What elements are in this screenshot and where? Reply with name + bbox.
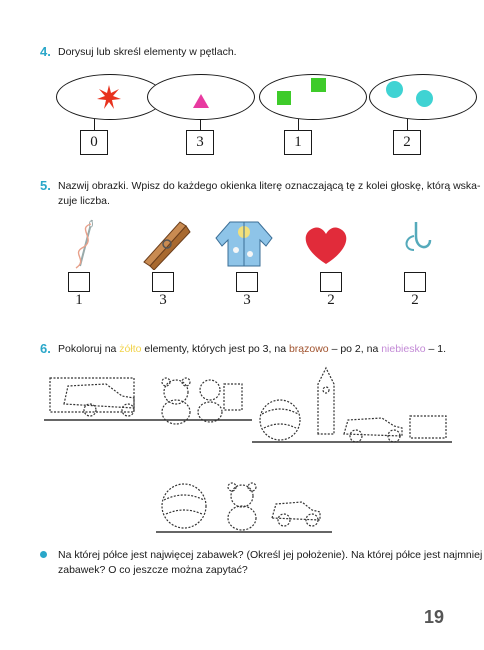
color-word-blue: niebiesko <box>381 343 426 355</box>
triangle-icon <box>192 93 210 109</box>
clothespin-icon <box>136 216 196 270</box>
exercise-4-number: 4. <box>40 44 51 59</box>
loop-3 <box>259 74 367 120</box>
instruction-text: – 1. <box>425 343 447 355</box>
needle-with-thread-icon <box>58 216 118 270</box>
instruction-text: – po 2, na <box>328 343 382 355</box>
color-word-yellow: żółto <box>119 343 142 355</box>
count-box-1: 0 <box>80 130 108 155</box>
circle-icon <box>416 90 433 107</box>
color-word-brown: brązowo <box>288 343 329 355</box>
toy-shelf-bottom[interactable] <box>156 474 332 540</box>
exercise-6-number: 6. <box>40 341 51 356</box>
answer-box-3[interactable] <box>236 272 258 292</box>
answer-box-5[interactable] <box>404 272 426 292</box>
answer-box-4[interactable] <box>320 272 342 292</box>
exercise-5-number: 5. <box>40 178 51 193</box>
count-box-3: 1 <box>284 130 312 155</box>
count-box-4: 2 <box>393 130 421 155</box>
letter-position-2: 3 <box>159 292 167 308</box>
exercise-5-instruction-line2: zuje liczba. <box>58 195 110 207</box>
answer-box-2[interactable] <box>152 272 174 292</box>
exercise-5-instruction-line1: Nazwij obrazki. Wpisz do każdego okienka literę oznaczającą tę z kolei głoskę, którą wska- <box>58 180 481 192</box>
answer-box-1[interactable] <box>68 272 90 292</box>
question-line1: Na której półce jest najwięcej zabawek? (Określ jej położenie). Na której półce jest najmniej <box>58 549 483 561</box>
exercise-4-instruction: Dorysuj lub skreśl elementy w pętlach. <box>58 46 237 58</box>
question-bullet <box>40 551 47 558</box>
letter-position-1: 1 <box>75 292 83 308</box>
star-icon <box>97 85 121 109</box>
loop-2 <box>147 74 255 120</box>
exercise-6-instruction <box>58 341 446 357</box>
square-icon <box>277 91 291 105</box>
letter-position-5: 2 <box>411 292 419 308</box>
instruction-text: elementy, których jest po 3, na <box>141 343 289 355</box>
square-icon <box>311 78 326 92</box>
loop-4 <box>369 74 477 120</box>
baby-jacket-icon <box>214 216 274 270</box>
count-box-2: 3 <box>186 130 214 155</box>
question-line2: zabawek? O co jeszcze można zapytać? <box>58 564 248 576</box>
letter-position-3: 3 <box>243 292 251 308</box>
toy-shelf-right[interactable] <box>252 364 452 448</box>
hook-icon <box>384 216 444 270</box>
circle-icon <box>386 81 403 98</box>
letter-position-4: 2 <box>327 292 335 308</box>
instruction-text: Pokoloruj na <box>58 343 120 355</box>
page-number: 19 <box>423 607 444 627</box>
heart-icon <box>296 216 356 270</box>
toy-shelf-left[interactable] <box>44 364 252 428</box>
